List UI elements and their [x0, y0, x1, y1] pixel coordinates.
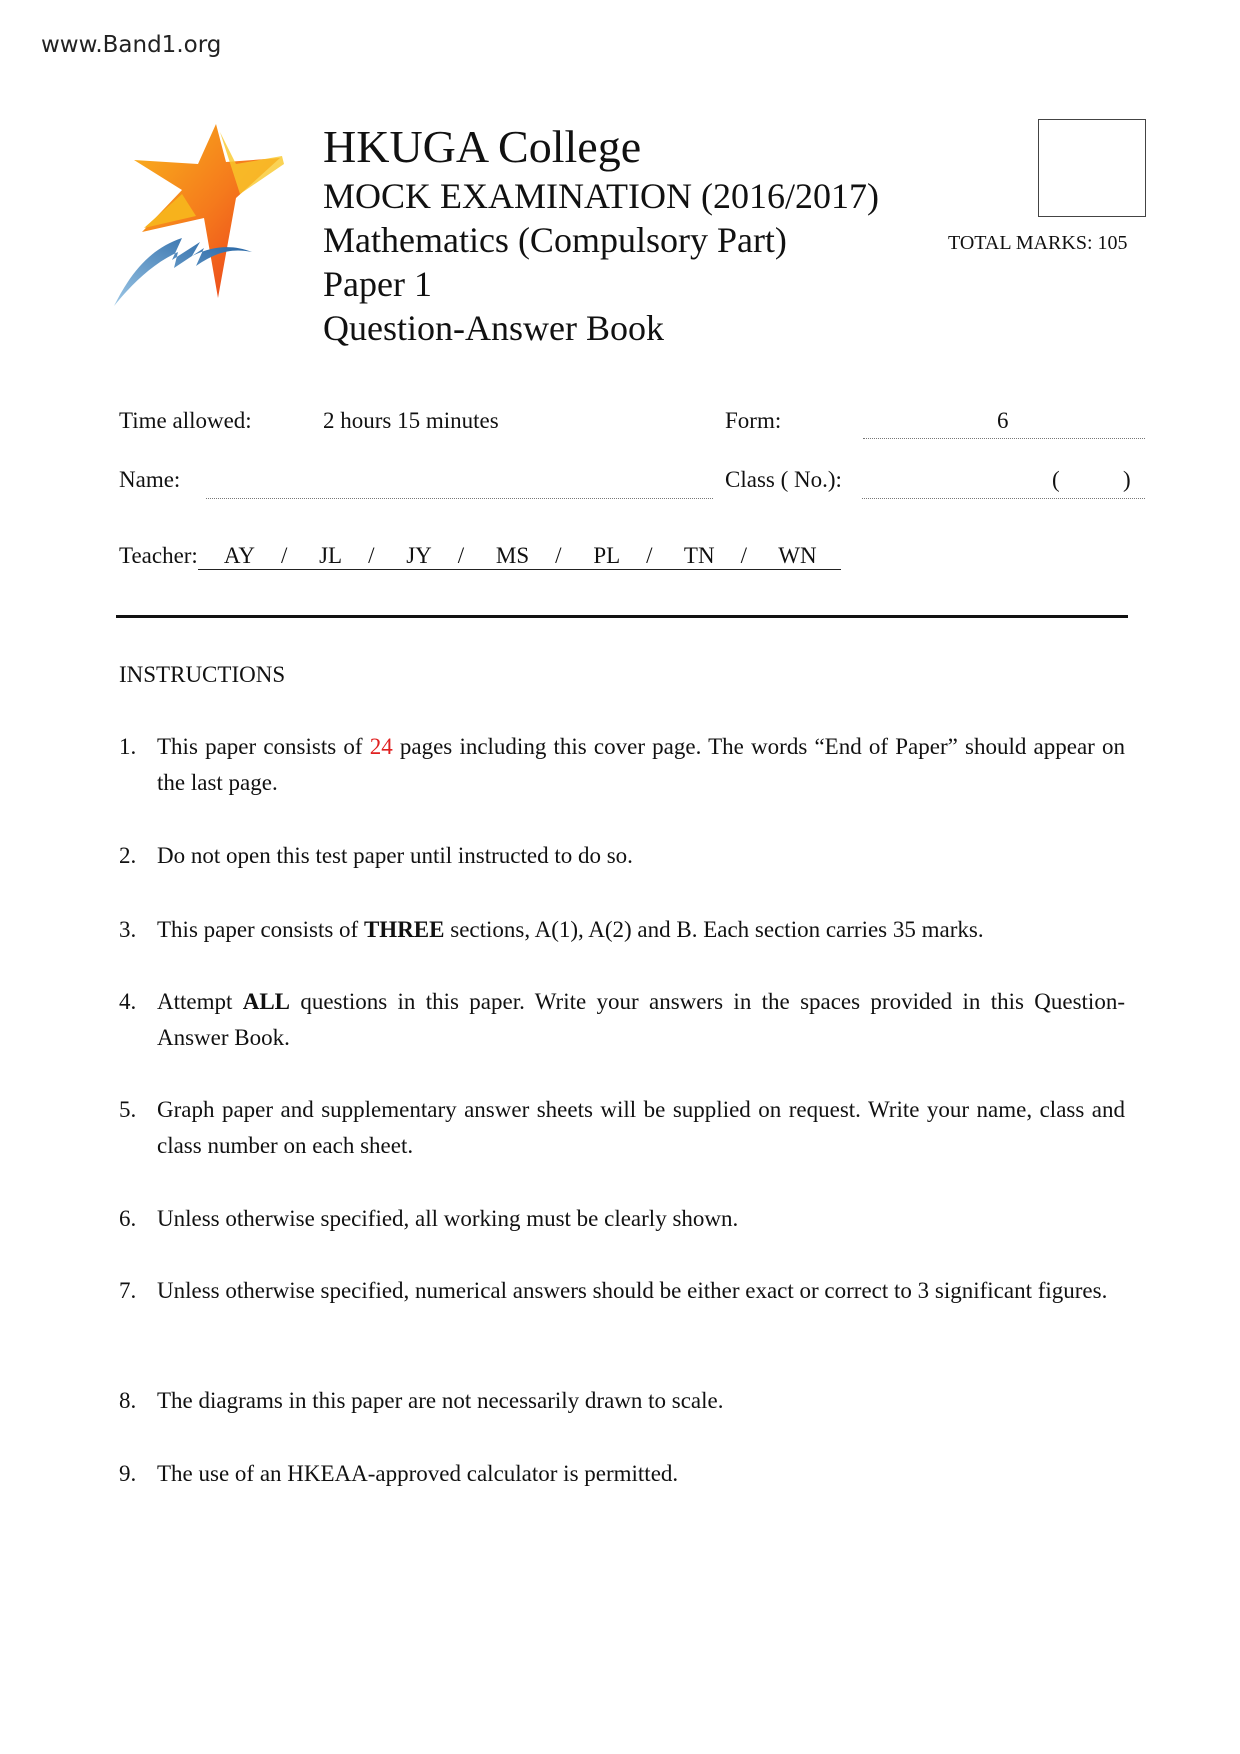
instruction-item: [119, 729, 1125, 801]
instruction-text: [157, 1273, 1125, 1309]
teacher-separator: /: [646, 543, 653, 568]
instruction-text: [157, 912, 1125, 948]
instruction-text-part: The use of an HKEAA-approved calculator is permitted.: [157, 1461, 679, 1486]
instruction-number: 7.: [119, 1278, 137, 1303]
instruction-text-part: Attempt: [157, 989, 243, 1014]
instruction-text-part: This paper consists of: [157, 917, 364, 942]
instruction-text-part: The diagrams in this paper are not necessarily drawn to scale.: [157, 1388, 724, 1413]
instruction-number: 5.: [119, 1097, 137, 1122]
teacher-options: [198, 543, 841, 570]
marks-box[interactable]: [1038, 119, 1146, 217]
instruction-emphasis: THREE: [363, 917, 445, 942]
time-allowed-label: Time allowed:: [119, 408, 252, 433]
instruction-text-part: Unless otherwise specified, all working must be clearly shown.: [157, 1206, 739, 1231]
instruction-item: [119, 1273, 1125, 1309]
instruction-text-part: Graph paper and supplementary answer sheets will be supplied on request. Write your name, class and class number on each sheet.: [157, 1097, 1125, 1158]
instruction-item: [119, 984, 1125, 1056]
school-logo-icon: [112, 120, 292, 332]
instruction-number: 9.: [119, 1461, 137, 1486]
instruction-item: [119, 1201, 1125, 1237]
instruction-number: 4.: [119, 989, 137, 1014]
name-label: Name:: [119, 467, 181, 492]
instruction-text: [157, 1201, 1125, 1237]
form-label: Form:: [725, 408, 782, 433]
instruction-text-part: questions in this paper. Write your answers in the spaces provided in this Question-Answer Book.: [157, 989, 1125, 1050]
watermark[interactable]: www.Band1.org: [41, 32, 222, 58]
instruction-item: [119, 912, 1125, 948]
teacher-option[interactable]: AY: [223, 543, 255, 568]
exam-name: MOCK EXAMINATION (2016/2017): [323, 176, 879, 216]
instruction-number: 3.: [119, 917, 137, 942]
teacher-separator: /: [555, 543, 562, 568]
teacher-separator: /: [457, 543, 465, 568]
book-type: Question-Answer Book: [323, 308, 664, 348]
instruction-item: [119, 1456, 1125, 1492]
form-value: 6: [997, 408, 1009, 433]
teacher-separator: /: [368, 543, 375, 568]
page-count-highlight: 24: [369, 734, 393, 759]
exam-title-block: [323, 120, 879, 350]
teacher-option[interactable]: JL: [319, 543, 343, 568]
instructions-heading: INSTRUCTIONS: [119, 662, 286, 687]
teacher-option[interactable]: MS: [495, 543, 530, 568]
instruction-text: [157, 729, 1125, 801]
class-no-open-paren: (: [1052, 467, 1060, 492]
instruction-item: [119, 1092, 1125, 1164]
instruction-text: [157, 838, 1125, 874]
instruction-number: 6.: [119, 1206, 137, 1231]
instruction-text-part: Unless otherwise specified, numerical answers should be either exact or correct to 3 significant figures.: [157, 1278, 1108, 1303]
instruction-item: [119, 1383, 1125, 1419]
teacher-separator: /: [740, 543, 747, 568]
instruction-text-part: Do not open this test paper until instructed to do so.: [157, 843, 633, 868]
teacher-label: Teacher:: [119, 543, 198, 568]
instruction-text: [157, 984, 1125, 1056]
teacher-option[interactable]: TN: [683, 543, 715, 568]
teacher-select: [119, 543, 841, 570]
teacher-separator: /: [280, 543, 288, 568]
section-divider: [116, 615, 1128, 618]
form-field[interactable]: [863, 438, 1145, 439]
instruction-text-part: sections, A(1), A(2) and B. Each section carries 35 marks.: [444, 917, 984, 942]
subject-name: Mathematics (Compulsory Part): [323, 220, 787, 260]
instruction-number: 2.: [119, 843, 137, 868]
school-name: HKUGA College: [323, 121, 642, 172]
instruction-emphasis: ALL: [242, 989, 290, 1014]
instruction-item: [119, 838, 1125, 874]
instruction-number: 8.: [119, 1388, 137, 1413]
class-field[interactable]: [862, 498, 1145, 499]
instruction-number: 1.: [119, 734, 137, 759]
class-label: Class ( No.):: [725, 467, 842, 492]
instruction-text: [157, 1383, 1125, 1419]
instruction-text: [157, 1456, 1125, 1492]
paper-number: Paper 1: [323, 264, 432, 304]
class-no-close-paren: ): [1123, 467, 1131, 492]
instruction-text: [157, 1092, 1125, 1164]
time-allowed-value: 2 hours 15 minutes: [323, 408, 499, 433]
teacher-option[interactable]: WN: [778, 543, 817, 568]
instruction-text-part: This paper consists of: [157, 734, 370, 759]
name-field[interactable]: [206, 498, 713, 499]
teacher-option[interactable]: PL: [593, 543, 621, 568]
teacher-option[interactable]: JY: [406, 543, 432, 568]
instruction-text-part: pages including this cover page. The words “End of Paper” should appear on the last page.: [157, 734, 1125, 795]
total-marks: TOTAL MARKS: 105: [948, 232, 1128, 254]
